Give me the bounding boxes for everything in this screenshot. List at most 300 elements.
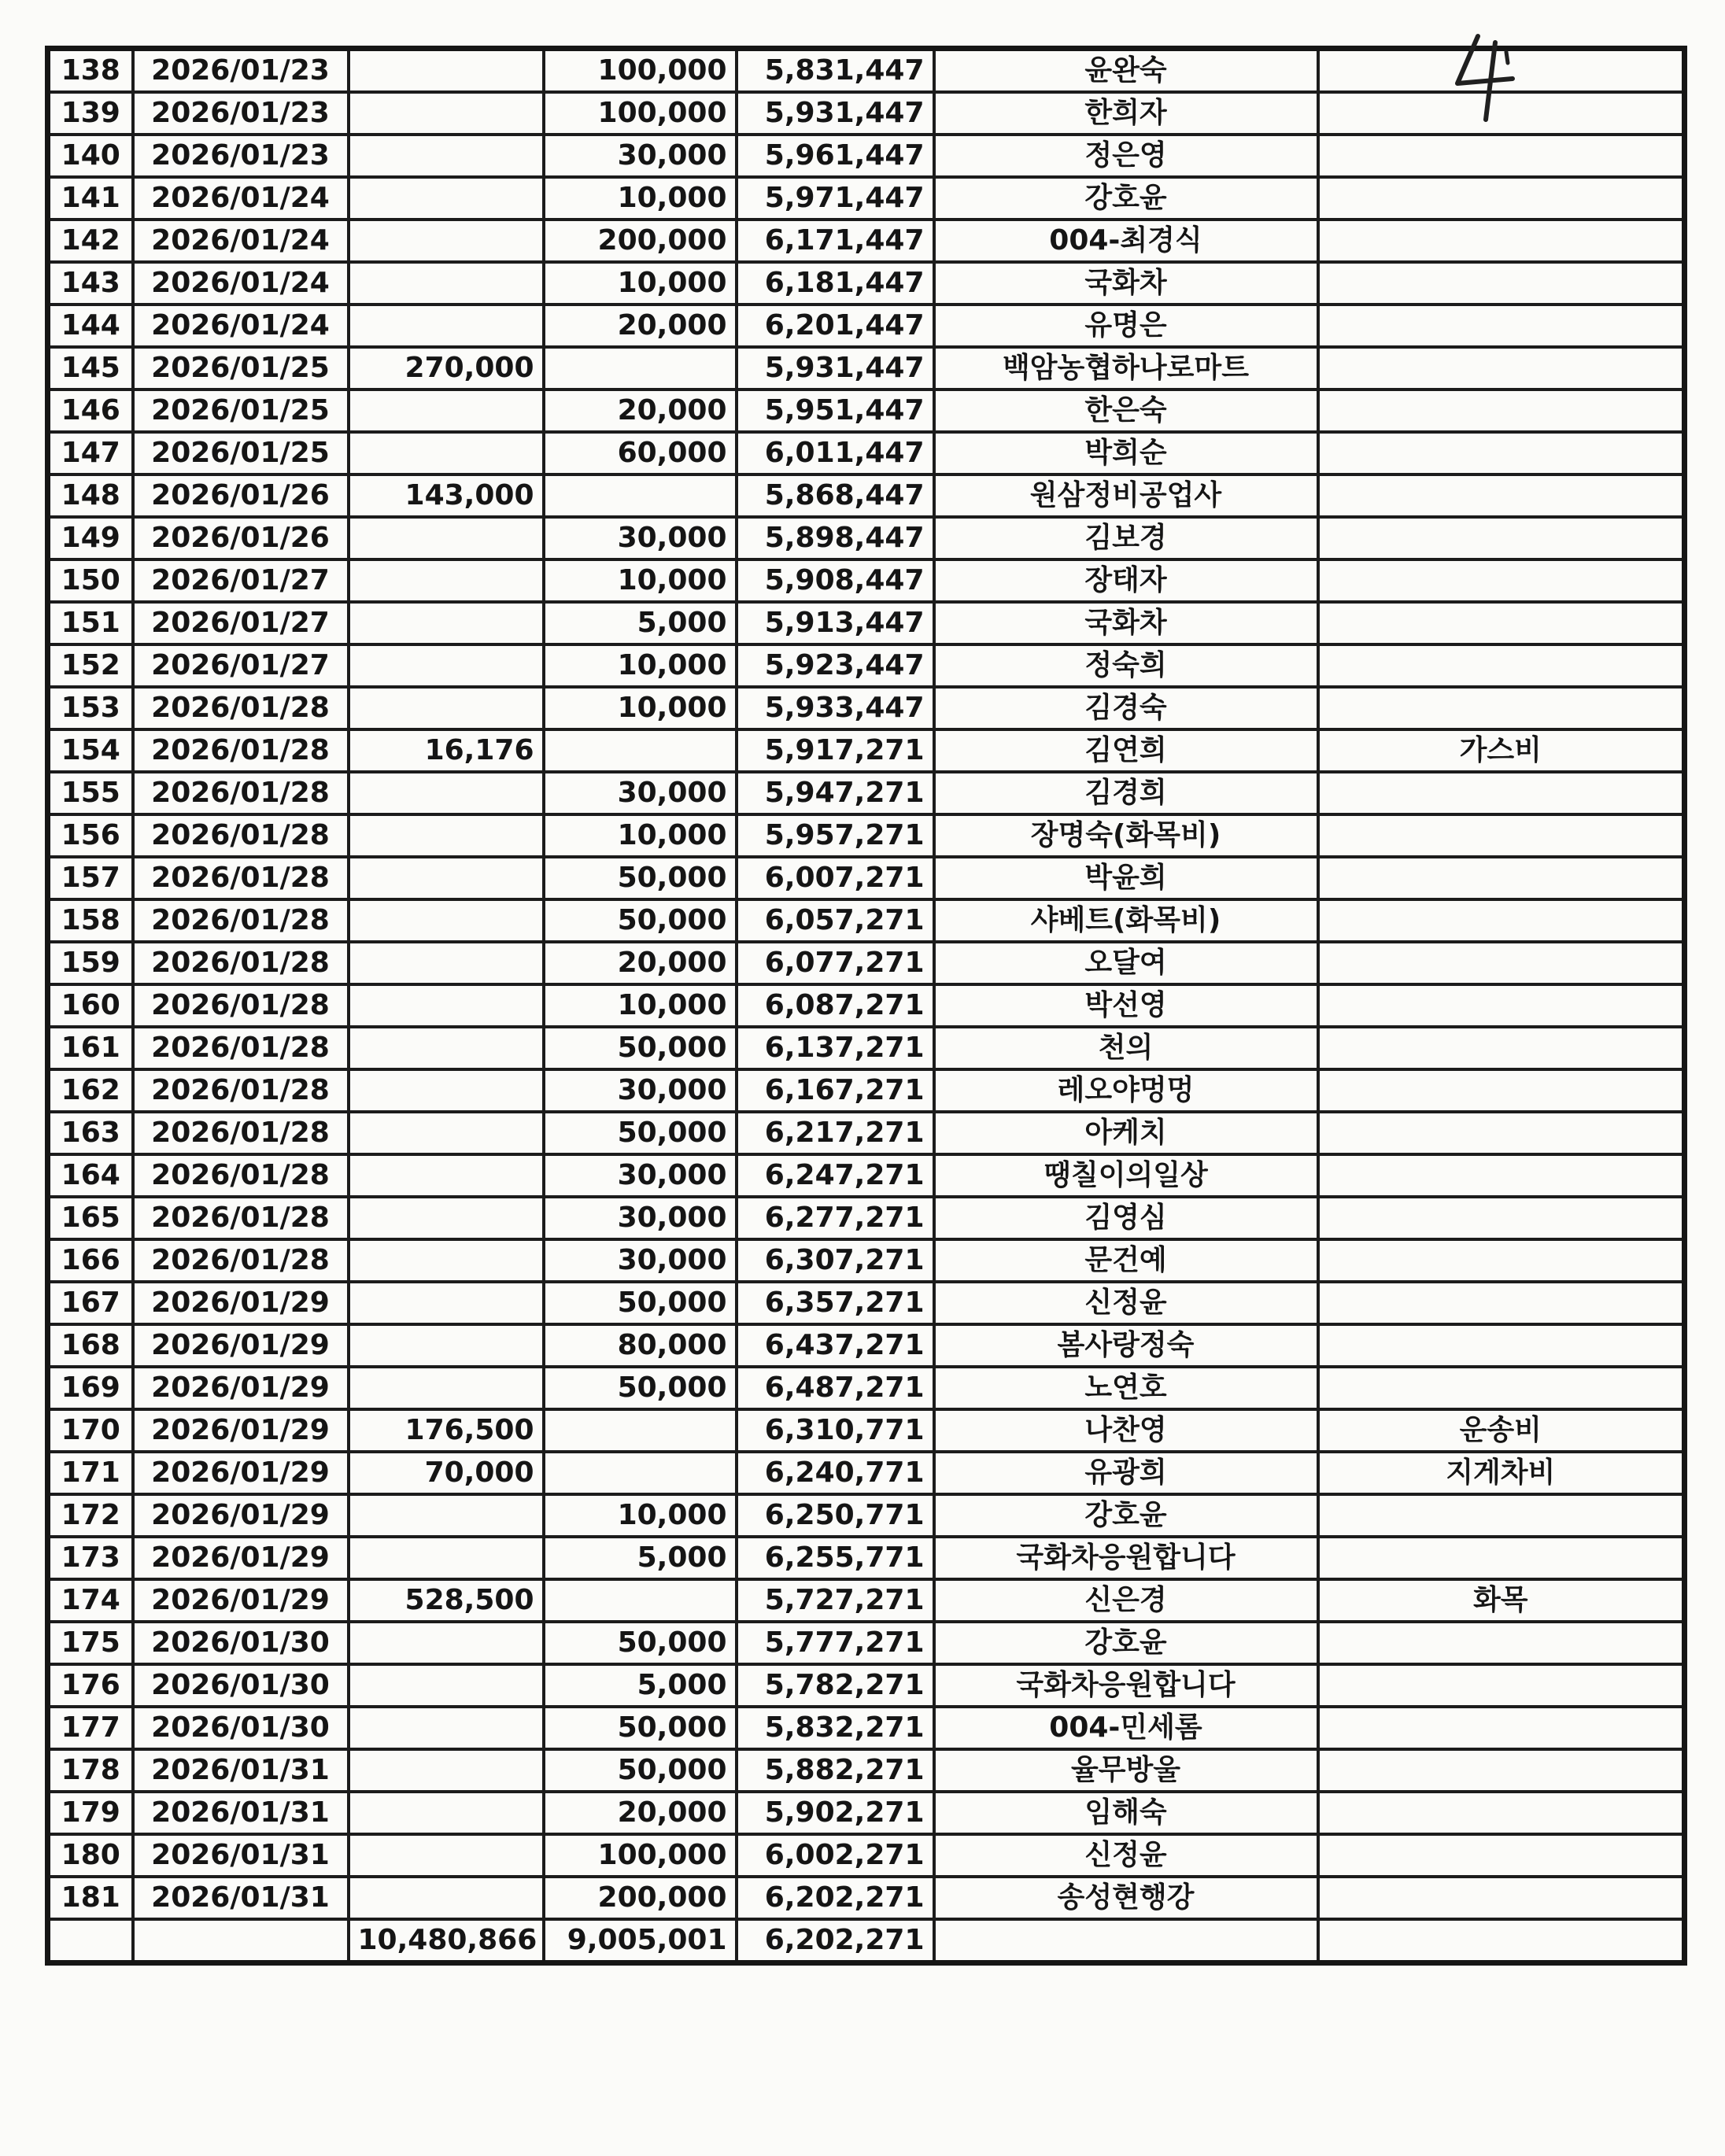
- row-balance: 6,137,271: [737, 1027, 934, 1069]
- row-date: 2026/01/29: [133, 1409, 349, 1452]
- row-name: 장태자: [934, 559, 1318, 602]
- row-note: [1318, 687, 1685, 729]
- row-expense: 70,000: [349, 1452, 544, 1494]
- row-number: 158: [48, 899, 133, 942]
- table-row: [48, 942, 1685, 984]
- row-number: 166: [48, 1239, 133, 1282]
- row-note: [1318, 432, 1685, 474]
- row-date: 2026/01/24: [133, 177, 349, 220]
- row-note: [1318, 305, 1685, 347]
- row-note: [1318, 1069, 1685, 1112]
- row-expense: [349, 1239, 544, 1282]
- row-expense: [349, 687, 544, 729]
- row-date: 2026/01/28: [133, 1112, 349, 1154]
- row-income: 10,000: [544, 984, 737, 1027]
- row-balance: 6,201,447: [737, 305, 934, 347]
- table-row: [48, 814, 1685, 857]
- row-name: 레오야멍멍: [934, 1069, 1318, 1112]
- row-balance: 5,882,271: [737, 1749, 934, 1792]
- row-number: 161: [48, 1027, 133, 1069]
- row-note: [1318, 1027, 1685, 1069]
- row-income: 10,000: [544, 1494, 737, 1537]
- row-expense: [349, 1069, 544, 1112]
- row-income: 200,000: [544, 1877, 737, 1919]
- table-row: [48, 389, 1685, 432]
- table-row: [48, 1282, 1685, 1324]
- row-number: 155: [48, 772, 133, 814]
- row-balance: 5,951,447: [737, 389, 934, 432]
- row-date: 2026/01/25: [133, 389, 349, 432]
- row-name: 원삼정비공업사: [934, 474, 1318, 517]
- row-date: 2026/01/28: [133, 814, 349, 857]
- row-name: 강호윤: [934, 177, 1318, 220]
- row-date: 2026/01/23: [133, 135, 349, 177]
- row-note: [1318, 474, 1685, 517]
- table-row: [48, 1749, 1685, 1792]
- row-name: 나찬영: [934, 1409, 1318, 1452]
- row-expense: [349, 984, 544, 1027]
- table-row: [48, 1197, 1685, 1239]
- table-row: [48, 1154, 1685, 1197]
- row-note: [1318, 1877, 1685, 1919]
- row-name: 샤베트(화목비): [934, 899, 1318, 942]
- row-income: 80,000: [544, 1324, 737, 1367]
- row-expense: [349, 1154, 544, 1197]
- row-balance: 6,307,271: [737, 1239, 934, 1282]
- row-note: [1318, 389, 1685, 432]
- row-balance: 6,202,271: [737, 1877, 934, 1919]
- row-number: 178: [48, 1749, 133, 1792]
- row-name: 국화차응원합니다: [934, 1537, 1318, 1579]
- row-balance: 6,057,271: [737, 899, 934, 942]
- row-date: 2026/01/28: [133, 1197, 349, 1239]
- row-name: 강호윤: [934, 1622, 1318, 1664]
- total-no: [48, 1919, 133, 1963]
- row-balance: 5,917,271: [737, 729, 934, 772]
- row-income: 10,000: [544, 262, 737, 305]
- row-number: 150: [48, 559, 133, 602]
- row-date: 2026/01/27: [133, 644, 349, 687]
- row-date: 2026/01/31: [133, 1792, 349, 1834]
- row-note: 화목: [1318, 1579, 1685, 1622]
- row-date: 2026/01/30: [133, 1707, 349, 1749]
- row-income: 10,000: [544, 177, 737, 220]
- row-income: 20,000: [544, 1792, 737, 1834]
- total-date: [133, 1919, 349, 1963]
- row-name: 율무방울: [934, 1749, 1318, 1792]
- row-number: 154: [48, 729, 133, 772]
- row-income: 200,000: [544, 220, 737, 262]
- row-date: 2026/01/28: [133, 687, 349, 729]
- row-expense: [349, 1282, 544, 1324]
- row-expense: [349, 1494, 544, 1537]
- row-name: 국화차: [934, 262, 1318, 305]
- table-row: [48, 559, 1685, 602]
- row-income: 30,000: [544, 1069, 737, 1112]
- row-balance: 5,961,447: [737, 135, 934, 177]
- row-number: 180: [48, 1834, 133, 1877]
- table-row: [48, 1367, 1685, 1409]
- row-number: 162: [48, 1069, 133, 1112]
- row-number: 163: [48, 1112, 133, 1154]
- row-balance: 5,782,271: [737, 1664, 934, 1707]
- row-balance: 5,957,271: [737, 814, 934, 857]
- row-name: 김경숙: [934, 687, 1318, 729]
- table-row: [48, 1707, 1685, 1749]
- row-date: 2026/01/27: [133, 559, 349, 602]
- row-income: 20,000: [544, 389, 737, 432]
- row-date: 2026/01/28: [133, 984, 349, 1027]
- table-row: [48, 1834, 1685, 1877]
- table-row: [48, 347, 1685, 389]
- table-row: [48, 772, 1685, 814]
- row-note: [1318, 1494, 1685, 1537]
- table-row: [48, 1664, 1685, 1707]
- total-expense: 10,480,866: [349, 1919, 544, 1963]
- row-income: 50,000: [544, 1707, 737, 1749]
- row-name: 김경희: [934, 772, 1318, 814]
- row-name: 임해숙: [934, 1792, 1318, 1834]
- totals-row: [48, 1919, 1685, 1963]
- table-row: [48, 1877, 1685, 1919]
- row-expense: [349, 899, 544, 942]
- row-note: [1318, 1537, 1685, 1579]
- ledger-table: [45, 46, 1687, 1966]
- row-name: 박윤희: [934, 857, 1318, 899]
- row-note: [1318, 262, 1685, 305]
- row-date: 2026/01/29: [133, 1324, 349, 1367]
- row-balance: 6,087,271: [737, 984, 934, 1027]
- row-expense: [349, 1622, 544, 1664]
- table-row: [48, 687, 1685, 729]
- row-balance: 6,255,771: [737, 1537, 934, 1579]
- row-number: 157: [48, 857, 133, 899]
- row-date: 2026/01/29: [133, 1282, 349, 1324]
- row-date: 2026/01/25: [133, 432, 349, 474]
- row-expense: [349, 1834, 544, 1877]
- row-income: 30,000: [544, 1239, 737, 1282]
- row-number: 143: [48, 262, 133, 305]
- row-income: 60,000: [544, 432, 737, 474]
- table-row: [48, 644, 1685, 687]
- row-expense: [349, 220, 544, 262]
- row-date: 2026/01/25: [133, 347, 349, 389]
- row-date: 2026/01/24: [133, 220, 349, 262]
- row-number: 168: [48, 1324, 133, 1367]
- row-balance: 5,933,447: [737, 687, 934, 729]
- row-date: 2026/01/26: [133, 474, 349, 517]
- row-number: 148: [48, 474, 133, 517]
- row-date: 2026/01/28: [133, 729, 349, 772]
- row-name: 백암농협하나로마트: [934, 347, 1318, 389]
- row-date: 2026/01/28: [133, 1154, 349, 1197]
- row-number: 164: [48, 1154, 133, 1197]
- table-row: [48, 177, 1685, 220]
- row-name: 국화차응원합니다: [934, 1664, 1318, 1707]
- table-row: [48, 432, 1685, 474]
- row-date: 2026/01/28: [133, 857, 349, 899]
- row-expense: [349, 602, 544, 644]
- row-name: 004-민세롬: [934, 1707, 1318, 1749]
- row-balance: 5,947,271: [737, 772, 934, 814]
- row-note: [1318, 602, 1685, 644]
- row-name: 한은숙: [934, 389, 1318, 432]
- row-number: 142: [48, 220, 133, 262]
- row-note: [1318, 942, 1685, 984]
- total-income: 9,005,001: [544, 1919, 737, 1963]
- row-number: 176: [48, 1664, 133, 1707]
- row-expense: [349, 1664, 544, 1707]
- row-number: 159: [48, 942, 133, 984]
- row-date: 2026/01/29: [133, 1367, 349, 1409]
- table-row: [48, 92, 1685, 135]
- row-name: 유명은: [934, 305, 1318, 347]
- row-name: 004-최경식: [934, 220, 1318, 262]
- row-balance: 6,007,271: [737, 857, 934, 899]
- row-note: [1318, 899, 1685, 942]
- row-date: 2026/01/23: [133, 49, 349, 93]
- row-income: 20,000: [544, 942, 737, 984]
- row-date: 2026/01/31: [133, 1749, 349, 1792]
- row-number: 179: [48, 1792, 133, 1834]
- row-name: 국화차: [934, 602, 1318, 644]
- row-expense: [349, 644, 544, 687]
- row-balance: 5,727,271: [737, 1579, 934, 1622]
- row-income: 30,000: [544, 517, 737, 559]
- row-balance: 5,913,447: [737, 602, 934, 644]
- row-number: 153: [48, 687, 133, 729]
- row-name: 봄사랑정숙: [934, 1324, 1318, 1367]
- row-balance: 6,487,271: [737, 1367, 934, 1409]
- row-number: 156: [48, 814, 133, 857]
- row-expense: [349, 389, 544, 432]
- table-row: [48, 1537, 1685, 1579]
- row-income: 100,000: [544, 1834, 737, 1877]
- row-balance: 6,240,771: [737, 1452, 934, 1494]
- row-income: [544, 1409, 737, 1452]
- row-note: [1318, 984, 1685, 1027]
- row-note: [1318, 644, 1685, 687]
- row-number: 169: [48, 1367, 133, 1409]
- row-name: 신정윤: [934, 1282, 1318, 1324]
- table-row: [48, 602, 1685, 644]
- row-expense: [349, 1877, 544, 1919]
- row-name: 김영심: [934, 1197, 1318, 1239]
- handwritten-page-number: [1440, 31, 1527, 126]
- row-income: 30,000: [544, 1154, 737, 1197]
- row-balance: 6,077,271: [737, 942, 934, 984]
- row-balance: 6,277,271: [737, 1197, 934, 1239]
- row-name: 문건예: [934, 1239, 1318, 1282]
- table-row: [48, 135, 1685, 177]
- row-number: 160: [48, 984, 133, 1027]
- row-income: 10,000: [544, 559, 737, 602]
- row-expense: [349, 1324, 544, 1367]
- row-expense: [349, 1367, 544, 1409]
- row-name: 장명숙(화목비): [934, 814, 1318, 857]
- row-number: 147: [48, 432, 133, 474]
- row-balance: 6,250,771: [737, 1494, 934, 1537]
- row-name: 아케치: [934, 1112, 1318, 1154]
- row-income: 50,000: [544, 1112, 737, 1154]
- table-row: [48, 305, 1685, 347]
- row-date: 2026/01/31: [133, 1834, 349, 1877]
- row-number: 165: [48, 1197, 133, 1239]
- row-expense: [349, 305, 544, 347]
- row-note: [1318, 1324, 1685, 1367]
- row-note: [1318, 1112, 1685, 1154]
- row-name: 노연호: [934, 1367, 1318, 1409]
- row-date: 2026/01/24: [133, 305, 349, 347]
- row-income: [544, 1579, 737, 1622]
- row-income: 5,000: [544, 1537, 737, 1579]
- row-note: 운송비: [1318, 1409, 1685, 1452]
- row-note: [1318, 1749, 1685, 1792]
- row-income: 10,000: [544, 814, 737, 857]
- row-expense: 16,176: [349, 729, 544, 772]
- row-expense: 176,500: [349, 1409, 544, 1452]
- row-expense: [349, 1749, 544, 1792]
- row-income: [544, 347, 737, 389]
- row-number: 138: [48, 49, 133, 93]
- row-note: [1318, 347, 1685, 389]
- table-row: [48, 49, 1685, 93]
- row-expense: [349, 814, 544, 857]
- row-balance: 5,831,447: [737, 49, 934, 93]
- row-income: 10,000: [544, 644, 737, 687]
- row-note: [1318, 772, 1685, 814]
- row-name: 윤완숙: [934, 49, 1318, 93]
- row-expense: [349, 1027, 544, 1069]
- table-row: [48, 729, 1685, 772]
- row-expense: [349, 517, 544, 559]
- row-income: 50,000: [544, 1622, 737, 1664]
- row-date: 2026/01/28: [133, 899, 349, 942]
- row-name: 유광희: [934, 1452, 1318, 1494]
- row-balance: 5,832,271: [737, 1707, 934, 1749]
- table-row: [48, 1239, 1685, 1282]
- row-income: 30,000: [544, 1197, 737, 1239]
- row-income: 50,000: [544, 857, 737, 899]
- row-number: 139: [48, 92, 133, 135]
- row-date: 2026/01/29: [133, 1537, 349, 1579]
- row-note: [1318, 220, 1685, 262]
- row-name: 정숙희: [934, 644, 1318, 687]
- row-note: [1318, 1664, 1685, 1707]
- row-note: [1318, 1367, 1685, 1409]
- row-date: 2026/01/28: [133, 772, 349, 814]
- row-name: 송성현행강: [934, 1877, 1318, 1919]
- row-expense: [349, 559, 544, 602]
- table-row: [48, 1494, 1685, 1537]
- row-balance: 5,868,447: [737, 474, 934, 517]
- table-row: [48, 1792, 1685, 1834]
- row-date: 2026/01/28: [133, 1239, 349, 1282]
- row-balance: 6,437,271: [737, 1324, 934, 1367]
- row-note: [1318, 1707, 1685, 1749]
- table-row: [48, 517, 1685, 559]
- row-number: 177: [48, 1707, 133, 1749]
- row-name: 김연희: [934, 729, 1318, 772]
- row-balance: 6,171,447: [737, 220, 934, 262]
- row-date: 2026/01/28: [133, 1069, 349, 1112]
- row-expense: [349, 1707, 544, 1749]
- row-note: [1318, 1197, 1685, 1239]
- row-income: 100,000: [544, 49, 737, 93]
- row-balance: 5,908,447: [737, 559, 934, 602]
- row-expense: [349, 262, 544, 305]
- row-number: 175: [48, 1622, 133, 1664]
- row-date: 2026/01/29: [133, 1452, 349, 1494]
- row-note: [1318, 1239, 1685, 1282]
- row-number: 152: [48, 644, 133, 687]
- row-income: 50,000: [544, 1749, 737, 1792]
- row-number: 167: [48, 1282, 133, 1324]
- row-income: [544, 474, 737, 517]
- row-name: 천의: [934, 1027, 1318, 1069]
- row-balance: 5,971,447: [737, 177, 934, 220]
- row-expense: [349, 177, 544, 220]
- table-row: [48, 1112, 1685, 1154]
- row-expense: [349, 135, 544, 177]
- row-number: 140: [48, 135, 133, 177]
- row-note: [1318, 177, 1685, 220]
- row-expense: [349, 92, 544, 135]
- row-expense: [349, 1537, 544, 1579]
- row-date: 2026/01/30: [133, 1664, 349, 1707]
- row-balance: 6,310,771: [737, 1409, 934, 1452]
- row-expense: [349, 857, 544, 899]
- row-note: [1318, 1282, 1685, 1324]
- total-balance: 6,202,271: [737, 1919, 934, 1963]
- row-balance: 6,167,271: [737, 1069, 934, 1112]
- row-name: 박선영: [934, 984, 1318, 1027]
- row-date: 2026/01/24: [133, 262, 349, 305]
- row-date: 2026/01/29: [133, 1579, 349, 1622]
- table-row: [48, 1622, 1685, 1664]
- row-note: [1318, 1834, 1685, 1877]
- row-expense: [349, 772, 544, 814]
- row-name: 박희순: [934, 432, 1318, 474]
- row-income: 50,000: [544, 1367, 737, 1409]
- row-name: 신은경: [934, 1579, 1318, 1622]
- row-number: 181: [48, 1877, 133, 1919]
- row-balance: 6,181,447: [737, 262, 934, 305]
- row-number: 174: [48, 1579, 133, 1622]
- row-expense: 270,000: [349, 347, 544, 389]
- row-note: [1318, 1154, 1685, 1197]
- row-balance: 6,357,271: [737, 1282, 934, 1324]
- row-number: 146: [48, 389, 133, 432]
- row-date: 2026/01/28: [133, 1027, 349, 1069]
- table-row: [48, 1579, 1685, 1622]
- row-note: 지게차비: [1318, 1452, 1685, 1494]
- row-number: 172: [48, 1494, 133, 1537]
- row-expense: [349, 432, 544, 474]
- row-number: 145: [48, 347, 133, 389]
- row-note: [1318, 857, 1685, 899]
- row-number: 144: [48, 305, 133, 347]
- row-income: 5,000: [544, 602, 737, 644]
- row-note: [1318, 1792, 1685, 1834]
- table-row: [48, 857, 1685, 899]
- row-balance: 6,002,271: [737, 1834, 934, 1877]
- row-name: 오달여: [934, 942, 1318, 984]
- row-income: 5,000: [544, 1664, 737, 1707]
- row-name: 김보경: [934, 517, 1318, 559]
- ledger-body: [48, 49, 1685, 1963]
- row-date: 2026/01/29: [133, 1494, 349, 1537]
